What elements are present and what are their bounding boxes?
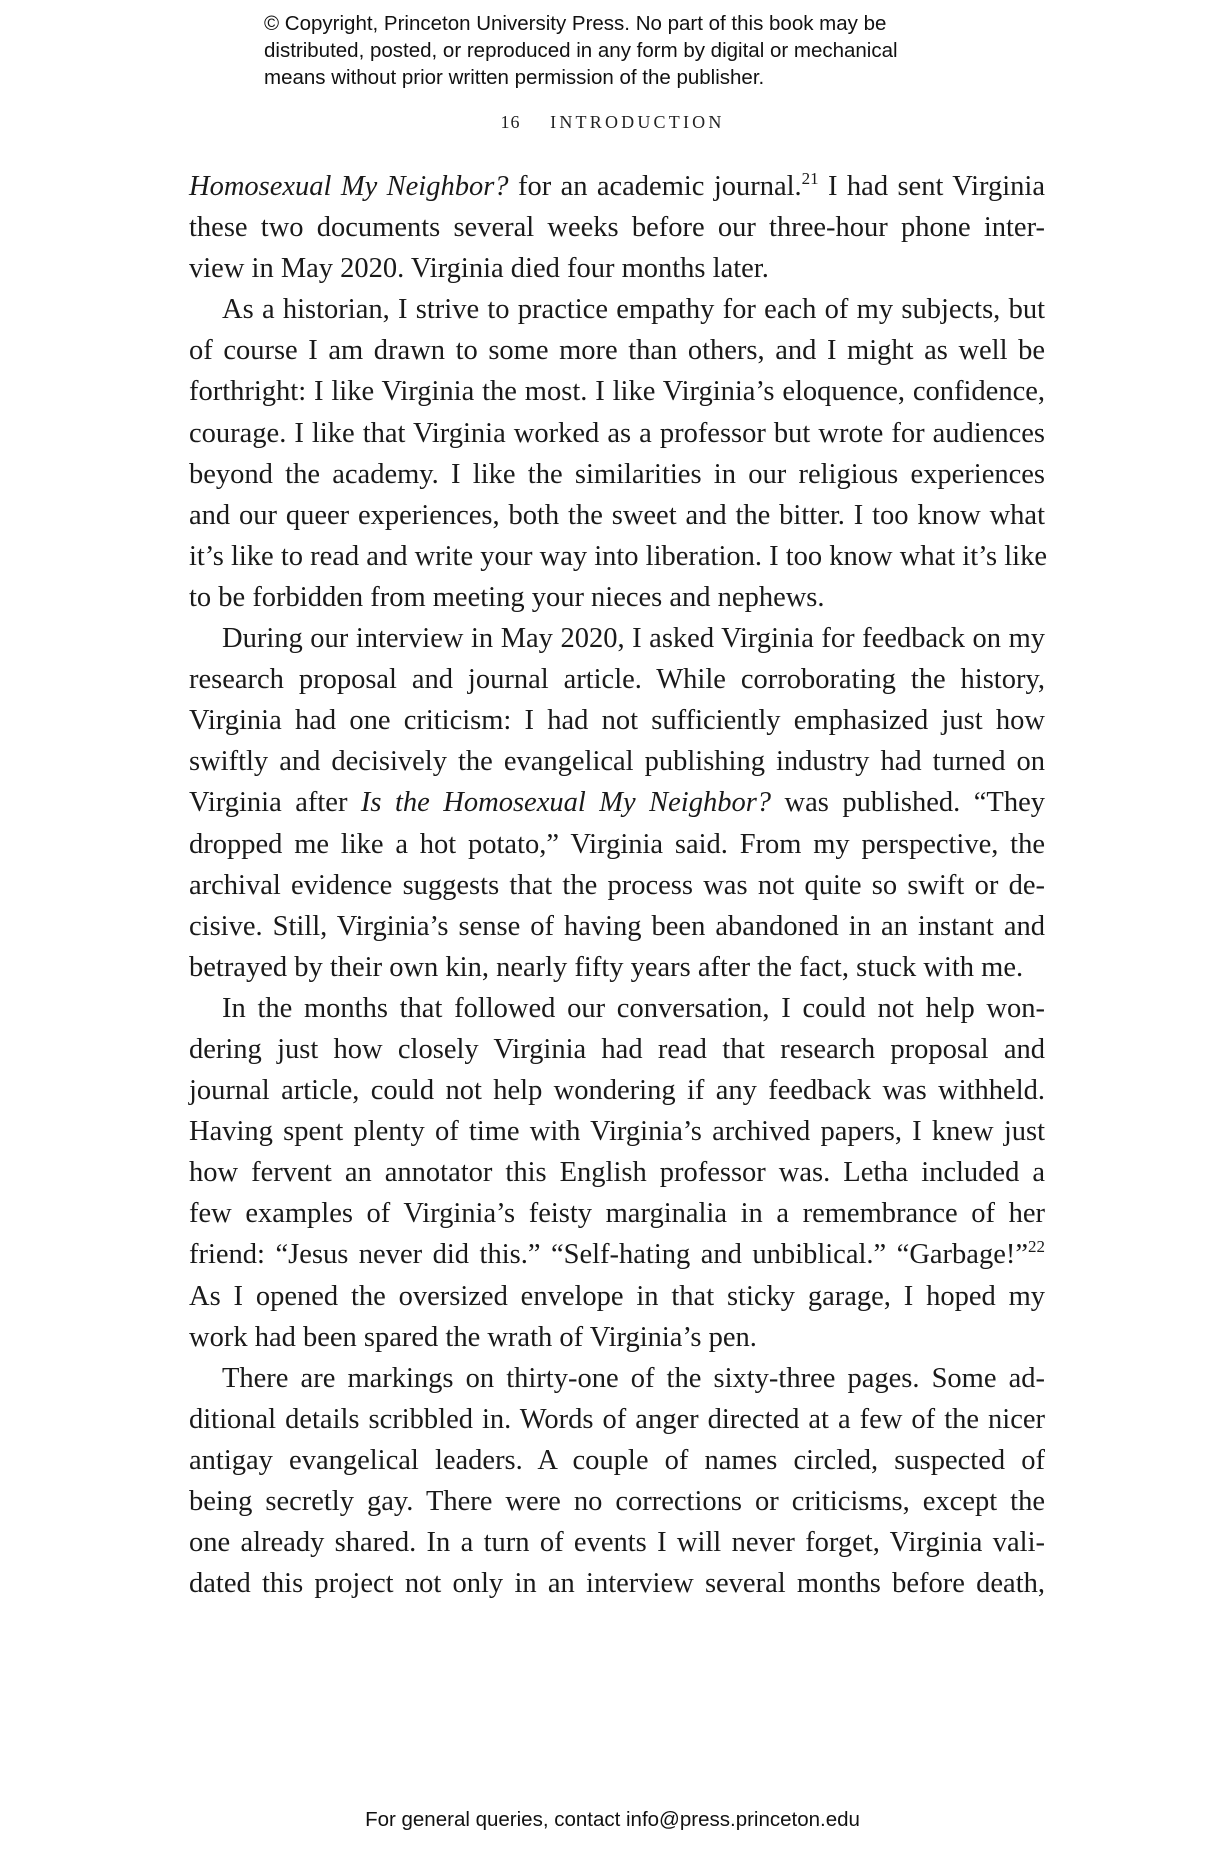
- text-line: swiftly and decisively the evangelical publishing industry had turned on: [189, 746, 1045, 778]
- text-line: of course I am drawn to some more than others, and I might as well be: [189, 335, 1045, 367]
- text-line: journal article, could not help wondering if any feedback was withheld.: [189, 1075, 1045, 1107]
- copyright-line-2: distributed, posted, or reproduced in any form by digital or mechanical: [264, 39, 898, 62]
- text-line: courage. I like that Virginia worked as a professor but wrote for audiences: [189, 417, 1045, 449]
- text-line: beyond the academy. I like the similarities in our religious experiences: [189, 458, 1045, 490]
- text-line: dering just how closely Virginia had read that research proposal and: [189, 1033, 1045, 1065]
- paragraph-4: [189, 988, 1045, 1358]
- text-line: There are markings on thirty-one of the sixty-three pages. Some ad-: [222, 1362, 1045, 1394]
- text-line: work had been spared the wrath of Virginia’s pen.: [189, 1321, 757, 1353]
- copyright-line-1: © Copyright, Princeton University Press. No part of this book may be: [264, 12, 887, 35]
- text-line: and our queer experiences, both the sweet and the bitter. I too know what: [189, 499, 1045, 531]
- text-line: how fervent an annotator this English professor was. Letha included a: [189, 1157, 1045, 1189]
- italic-title: Is the Homosexual My Neighbor?: [360, 787, 772, 819]
- copyright-line-3: means without prior written permission of the publisher.: [264, 66, 765, 89]
- text-line: archival evidence suggests that the process was not quite so swift or de-: [189, 869, 1045, 901]
- text-line: research proposal and journal article. While corroborating the history,: [189, 664, 1045, 696]
- footer-contact: For general queries, contact info@press.princeton.edu: [365, 1808, 860, 1831]
- text-line: As I opened the oversized envelope in that sticky garage, I hoped my: [189, 1280, 1045, 1312]
- text-line: betrayed by their own kin, nearly fifty years after the fact, stuck with me.: [189, 951, 1024, 983]
- text-line: As a historian, I strive to practice empathy for each of my subjects, but: [222, 294, 1045, 326]
- text-line: it’s like to read and write your way into liberation. I too know what it’s like: [189, 540, 1047, 572]
- section-title: INTRODUCTION: [550, 112, 725, 132]
- paragraph-2: [189, 289, 1045, 618]
- copyright-notice: [264, 10, 1024, 91]
- body-text: [189, 166, 1045, 1604]
- text-line: During our interview in May 2020, I asked Virginia for feedback on my: [222, 623, 1045, 655]
- text-line: forthright: I like Virginia the most. I like Virginia’s eloquence, confidence,: [189, 376, 1045, 408]
- paragraph-1: [189, 166, 1045, 289]
- text-line: these two documents several weeks before our three-hour phone inter-: [189, 212, 1045, 244]
- text-run: friend: “Jesus never did this.” “Self-hating and unbiblical.” “Garbage!”: [189, 1239, 1028, 1271]
- text-line: few examples of Virginia’s feisty marginalia in a remembrance of her: [189, 1198, 1045, 1230]
- text-line: [189, 1234, 1045, 1275]
- text-line: Having spent plenty of time with Virginia’s archived papers, I knew just: [189, 1116, 1045, 1148]
- paragraph-3: [189, 618, 1045, 988]
- text-line: In the months that followed our conversation, I could not help won-: [222, 992, 1045, 1024]
- text-line: to be forbidden from meeting your nieces and nephews.: [189, 581, 825, 613]
- footnote-reference: 21: [801, 169, 819, 188]
- footnote-reference: 22: [1028, 1237, 1045, 1257]
- text-line: cisive. Still, Virginia’s sense of having been abandoned in an instant and: [189, 910, 1045, 942]
- text-line: Virginia had one criticism: I had not sufficiently emphasized just how: [189, 705, 1045, 737]
- text-line: view in May 2020. Virginia died four months later.: [189, 253, 769, 285]
- text-run: Virginia after: [189, 787, 361, 819]
- text-line: antigay evangelical leaders. A couple of names circled, suspected of: [189, 1444, 1045, 1476]
- text-line: [189, 782, 1045, 823]
- text-run: for an academic journal.: [508, 171, 802, 202]
- text-line: one already shared. In a turn of events I will never forget, Virginia vali-: [189, 1527, 1045, 1559]
- text-run: was published. “They: [771, 787, 1045, 819]
- running-head: [0, 112, 1225, 133]
- text-line: being secretly gay. There were no corrections or criticisms, except the: [189, 1486, 1045, 1517]
- italic-title: Homosexual My Neighbor?: [189, 171, 509, 202]
- text-line: [189, 166, 1045, 207]
- text-line: ditional details scribbled in. Words of anger directed at a few of the nicer: [189, 1403, 1045, 1435]
- text-line: dropped me like a hot potato,” Virginia said. From my perspective, the: [189, 828, 1045, 860]
- paragraph-5: [189, 1358, 1045, 1605]
- page-number: 16: [500, 112, 521, 132]
- text-line: dated this project not only in an interview several months before death,: [189, 1568, 1045, 1600]
- text-run: I had sent Virginia: [818, 171, 1045, 202]
